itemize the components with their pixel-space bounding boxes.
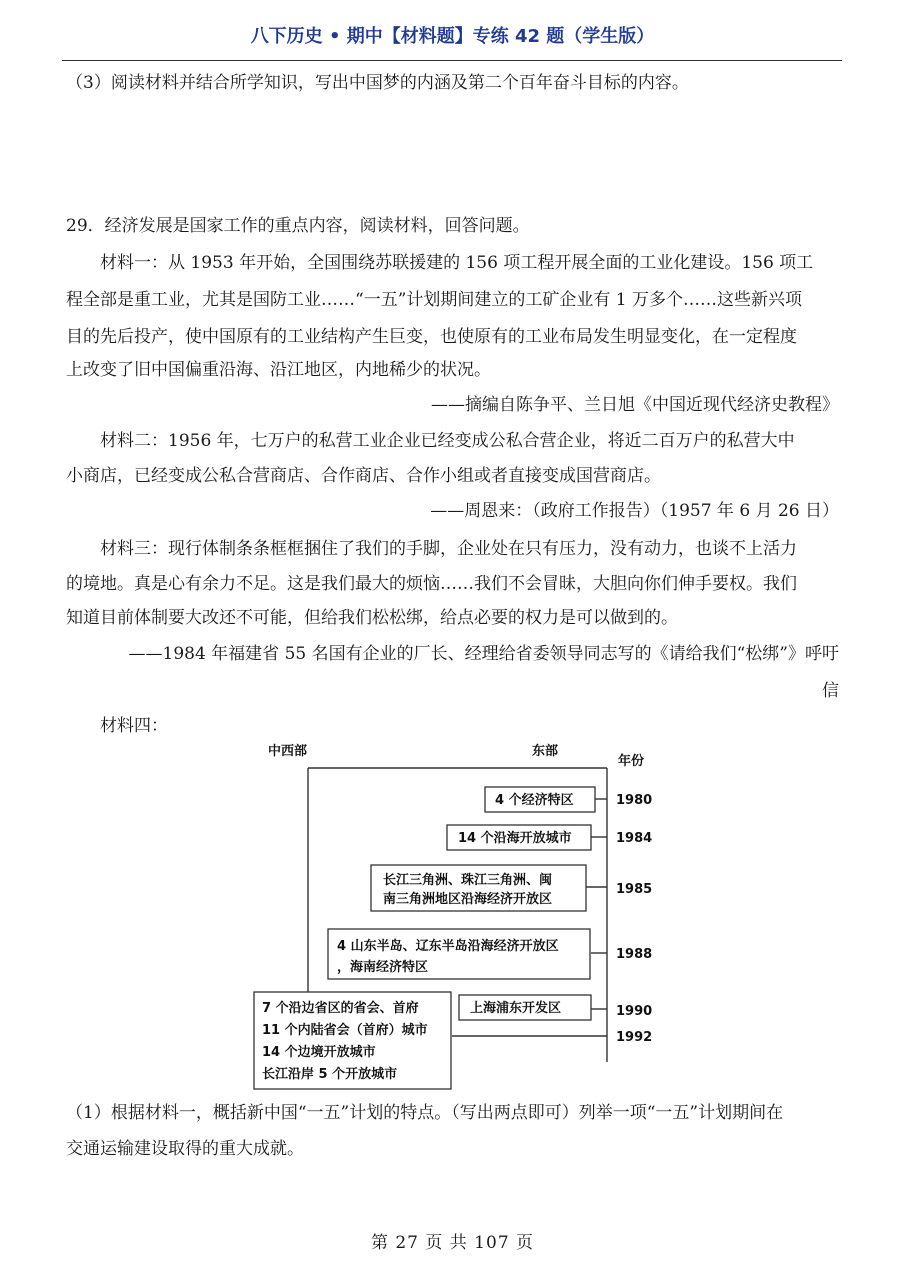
header-divider: [62, 60, 842, 61]
label-year: 年份: [618, 754, 645, 769]
material3-line: 材料三：现行体制条条框框捆住了我们的手脚，企业处在只有压力，没有动力，也谈不上活力: [100, 539, 797, 559]
part1-question-line: （1）根据材料一，概括新中国“一五”计划的特点。（写出两点即可）列举一项“一五”计划期间在: [66, 1103, 784, 1123]
box-1990-text: 上海浦东开发区: [470, 1001, 562, 1016]
material1-line: 程全部是重工业，尤其是国防工业……“一五”计划期间建立的工矿企业有 1 万多个……这些新兴项: [66, 290, 803, 310]
material2-line: 小商店，已经变成公私合营商店、合作商店、合作小组或者直接变成国营商店。: [66, 466, 661, 486]
year-label: 1984: [616, 831, 653, 846]
year-label: 1980: [616, 793, 653, 808]
material4-label: 材料四：: [100, 716, 168, 736]
material3-source-cont: 信: [822, 681, 839, 701]
material2-source: ——周恩来：（政府工作报告）（1957 年 6 月 26 日）: [430, 501, 839, 521]
q28-part3-text: （3）阅读材料并结合所学知识，写出中国梦的内涵及第二个百年奋斗目标的内容。: [66, 73, 689, 93]
material3-source: ——1984 年福建省 55 名国有企业的厂长、经理给省委领导同志写的《请给我们“松绑”》呼吁: [128, 644, 839, 664]
box-1984-text: 14 个沿海开放城市: [458, 831, 572, 846]
year-label: 1990: [616, 1004, 653, 1019]
material2-line: 材料二：1956 年，七万户的私营工业企业已经变成公私合营企业，将近二百万户的私营大中: [100, 431, 795, 451]
material1-line: 目的先后投产，使中国原有的工业结构产生巨变，也使原有的工业布局发生明显变化，在一定程度: [66, 327, 797, 347]
box-1988-text: ，海南经济特区: [337, 960, 429, 975]
box-1985-text: 长江三角洲、珠江三角洲、闽: [383, 873, 553, 888]
box-1992-text: 14 个边境开放城市: [262, 1045, 376, 1060]
year-label: 1988: [616, 947, 653, 962]
page-number: 第 27 页 共 107 页: [370, 1233, 535, 1253]
box-1992-text: 长江沿岸 5 个开放城市: [262, 1067, 398, 1082]
box-1992-text: 11 个内陆省会（首府）城市: [262, 1023, 428, 1038]
box-1988-text: 4 山东半岛、辽东半岛沿海经济开放区: [337, 939, 559, 954]
part1-question-line: 交通运输建设取得的重大成就。: [66, 1139, 304, 1159]
box-1980-text: 4 个经济特区: [495, 793, 574, 808]
material3-line: 知道目前体制要大改还不可能，但给我们松松绑，给点必要的权力是可以做到的。: [66, 608, 678, 628]
open-regions-timeline-diagram: [240, 735, 680, 1095]
label-west: 中西部: [268, 744, 308, 759]
label-east: 东部: [532, 744, 559, 759]
material1-line: 材料一：从 1953 年开始，全国围绕苏联援建的 156 项工程开展全面的工业化建设。156 项工: [100, 253, 814, 273]
material1-source: ——摘编自陈争平、兰日旭《中国近现代经济史教程》: [431, 395, 839, 415]
year-label: 1992: [616, 1030, 653, 1045]
box-1985-text: 南三角洲地区沿海经济开放区: [383, 892, 553, 907]
material1-line: 上改变了旧中国偏重沿海、沿江地区，内地稀少的状况。: [66, 360, 491, 380]
year-label: 1985: [616, 882, 653, 897]
page-header-title: 八下历史 • 期中【材料题】专练 42 题（学生版）: [250, 26, 655, 47]
box-1992-text: 7 个沿边省区的省会、首府: [262, 1001, 419, 1016]
material3-line: 的境地。真是心有余力不足。这是我们最大的烦恼……我们不会冒昧，大胆向你们伸手要权。我们: [66, 574, 797, 594]
q29-title: 29．经济发展是国家工作的重点内容，阅读材料，回答问题。: [66, 216, 530, 236]
